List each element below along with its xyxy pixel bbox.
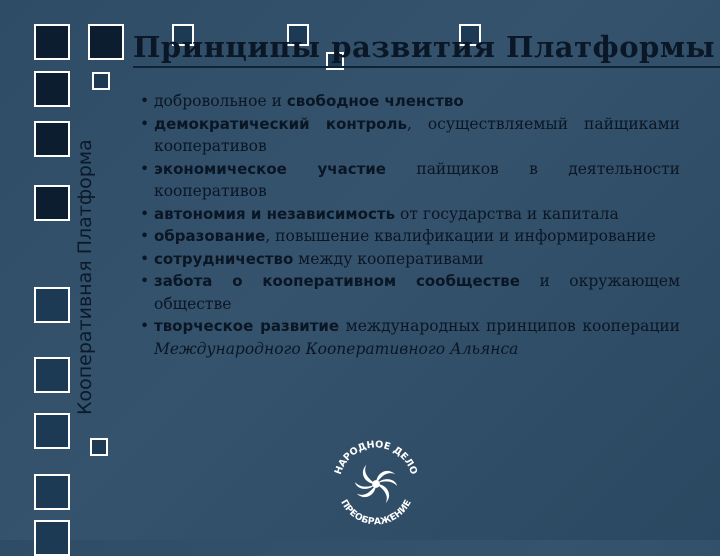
page-title: Принципы развития Платформы bbox=[133, 30, 716, 64]
list-item: • творческое развитие международных принципов кооперации Международного Кооперативного Альянса bbox=[140, 315, 680, 360]
list-item: • забота о кооперативном сообществе и окружающем обществе bbox=[140, 270, 680, 315]
list-item: • сотрудничество между кооперативами bbox=[140, 248, 680, 271]
decor-square bbox=[34, 24, 70, 60]
decor-square bbox=[88, 24, 124, 60]
decor-square bbox=[34, 121, 70, 157]
decor-square bbox=[34, 357, 70, 393]
logo-bottom-text: ПРЕОБРАЖЕНИЕ bbox=[338, 498, 414, 528]
decor-square bbox=[92, 72, 110, 90]
title-underline bbox=[133, 66, 720, 68]
decor-square bbox=[34, 287, 70, 323]
swirl-icon bbox=[355, 465, 397, 503]
list-item: • экономическое участие пайщиков в деятельности кооперативов bbox=[140, 158, 680, 203]
decor-square bbox=[34, 413, 70, 449]
decor-square bbox=[90, 438, 108, 456]
principles-list bbox=[140, 90, 680, 360]
cooperative-logo bbox=[328, 436, 424, 532]
list-item: • образование, повышение квалификации и информирование bbox=[140, 225, 680, 248]
decor-square bbox=[34, 185, 70, 221]
list-item: • демократический контроль, осуществляемый пайщиками кооперативов bbox=[140, 113, 680, 158]
decor-square bbox=[34, 71, 70, 107]
list-item: • автономия и независимость от государства и капитала bbox=[140, 203, 680, 226]
side-label: Кооперативная Платформа bbox=[74, 139, 96, 415]
logo-top-text: НАРОДНОЕ ДЕЛО bbox=[332, 439, 420, 477]
list-item: • добровольное и свободное членство bbox=[140, 90, 680, 113]
decor-square bbox=[34, 520, 70, 556]
decor-square bbox=[34, 474, 70, 510]
